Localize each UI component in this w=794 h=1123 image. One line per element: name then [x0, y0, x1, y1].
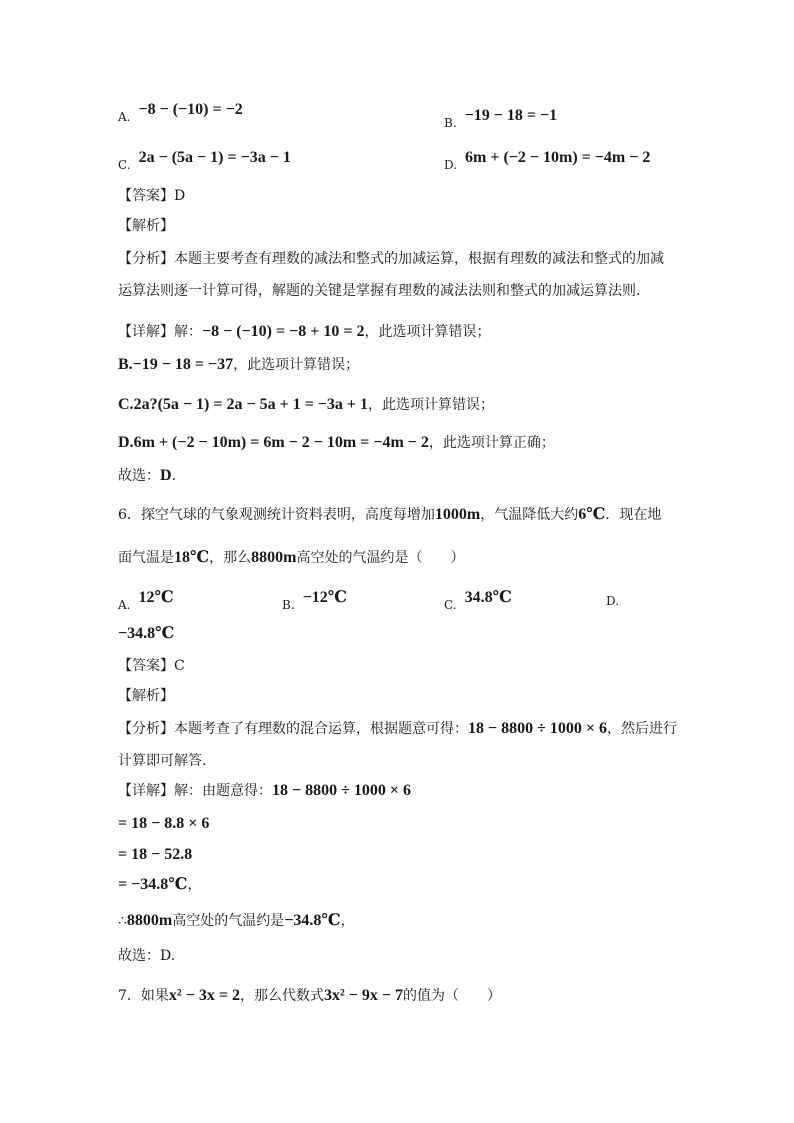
option-expression: 2a − (5a − 1) = −3a − 1: [138, 149, 291, 166]
question-7-line: [118, 986, 501, 1006]
detail-tail: ，此选项计算错误；: [233, 357, 360, 373]
result-text: 高空处的气温约是: [172, 913, 285, 929]
conclusion-letter: D: [160, 467, 172, 484]
option-expression: 12℃: [138, 589, 174, 606]
question-text: ，那么代数式: [239, 988, 324, 1004]
option-letter: C.: [118, 396, 134, 413]
question-text: ，那么: [209, 550, 252, 566]
conclusion-line: [118, 466, 176, 486]
analysis-text: ，然后进行: [607, 721, 678, 737]
option-letter: A.: [118, 110, 131, 124]
question-text: 高空处的气温约是（ ）: [296, 550, 465, 566]
question-text: 的值为（ ）: [402, 988, 501, 1004]
option-letter: D.: [606, 594, 620, 608]
option-letter: A.: [118, 598, 131, 612]
conclusion-prefix: 故选：: [118, 468, 160, 484]
math-expression: = −34.8℃: [118, 876, 188, 893]
math-expression: 3x² − 9x − 7: [323, 987, 403, 1004]
math-expression: 18℃: [174, 549, 210, 566]
calc-step: [118, 845, 192, 865]
detail-line: [118, 781, 411, 801]
option-letter: C.: [118, 158, 131, 172]
detail-line: [118, 322, 490, 342]
math-expression: x² − 3x = 2: [168, 987, 240, 1004]
option-expression: 6m + (−2 − 10m) = −4m − 2: [465, 149, 651, 166]
calc-step: [118, 875, 201, 895]
option-letter: B.: [282, 598, 295, 612]
conclusion-tail: .: [171, 468, 177, 484]
question-text: ，气温降低大约: [480, 507, 579, 523]
detail-tail: ，此选项计算正确；: [428, 435, 555, 451]
detail-line: [118, 355, 359, 375]
analysis-paragraph: 【分析】本题主要考查有理数的减法和整式的加减运算，根据有理数的减法和整式的加减: [118, 251, 664, 267]
detail-line: [118, 395, 494, 415]
conclusion-line: 故选：D.: [118, 948, 176, 964]
calc-step: [118, 814, 209, 834]
math-expression: = 18 − 52.8: [118, 846, 193, 863]
math-expression: = 18 − 8.8 × 6: [118, 815, 210, 832]
question-text: 6．探空气球的气象观测统计资料表明，高度每增加: [118, 507, 435, 523]
analysis-paragraph: 计算即可解答.: [118, 753, 207, 769]
answer-line: 【答案】D: [118, 188, 186, 204]
math-expression: −19 − 18 = −37: [132, 356, 234, 373]
option-a: [118, 101, 243, 126]
option-expression: 34.8℃: [464, 589, 512, 606]
option-letter: C.: [444, 598, 457, 612]
analysis-heading: 【解析】: [118, 688, 174, 704]
detail-prefix: 【详解】解：: [118, 324, 202, 340]
analysis-text: 【分析】本题考查了有理数的混合运算，根据题意可得：: [118, 721, 468, 737]
option-expression: −34.8℃: [118, 625, 175, 642]
option-letter: B.: [444, 116, 457, 130]
q6-option-d: [606, 594, 619, 609]
math-expression: −8 − (−10) = −8 + 10 = 2: [202, 323, 365, 340]
question-6-line-2: [118, 548, 465, 568]
detail-prefix: 【详解】解：由题意得：: [118, 783, 272, 799]
q6-option-a: [118, 589, 174, 614]
math-expression: 18 − 8800 ÷ 1000 × 6: [468, 720, 608, 737]
question-text: 面气温是: [118, 550, 174, 566]
question-text: 7．如果: [118, 988, 169, 1004]
math-expression: 8800m: [251, 549, 297, 566]
option-c: [118, 149, 291, 174]
detail-line: [118, 433, 555, 453]
q6-option-c: [444, 589, 512, 614]
option-expression: −19 − 18 = −1: [464, 107, 558, 124]
answer-line: 【答案】C: [118, 658, 185, 674]
step-tail: ，: [187, 877, 202, 893]
detail-tail: ，此选项计算错误；: [364, 324, 491, 340]
option-letter: D.: [118, 434, 134, 451]
option-letter: B.: [118, 356, 133, 373]
analysis-heading: 【解析】: [118, 218, 174, 234]
detail-tail: ，此选项计算错误；: [368, 397, 495, 413]
result-line: [118, 911, 355, 931]
math-expression: 6m + (−2 − 10m) = 6m − 2 − 10m = −4m − 2: [133, 434, 429, 451]
q6-option-b: [282, 589, 347, 614]
q6-option-d-expression: [118, 624, 174, 644]
math-expression: −34.8℃: [284, 912, 341, 929]
math-expression: 18 − 8800 ÷ 1000 × 6: [272, 782, 412, 799]
math-expression: 2a?(5a − 1) = 2a − 5a + 1 = −3a + 1: [133, 396, 369, 413]
analysis-paragraph: [118, 719, 677, 739]
analysis-paragraph: 运算法则逐一计算可得，解题的关键是掌握有理数的减法法则和整式的加减运算法则.: [118, 283, 641, 299]
math-expression: 8800m: [126, 912, 173, 929]
question-6-line-1: [118, 505, 661, 525]
option-b: [444, 107, 558, 132]
therefore-symbol: ∴: [118, 913, 127, 929]
option-d: [444, 149, 651, 174]
result-tail: ，: [340, 913, 355, 929]
option-expression: −8 − (−10) = −2: [138, 101, 243, 118]
math-expression: 1000m: [434, 506, 481, 523]
question-text: ．现在地: [605, 507, 662, 523]
option-letter: D.: [444, 158, 458, 172]
option-expression: −12℃: [302, 589, 347, 606]
math-expression: 6℃: [578, 506, 606, 523]
